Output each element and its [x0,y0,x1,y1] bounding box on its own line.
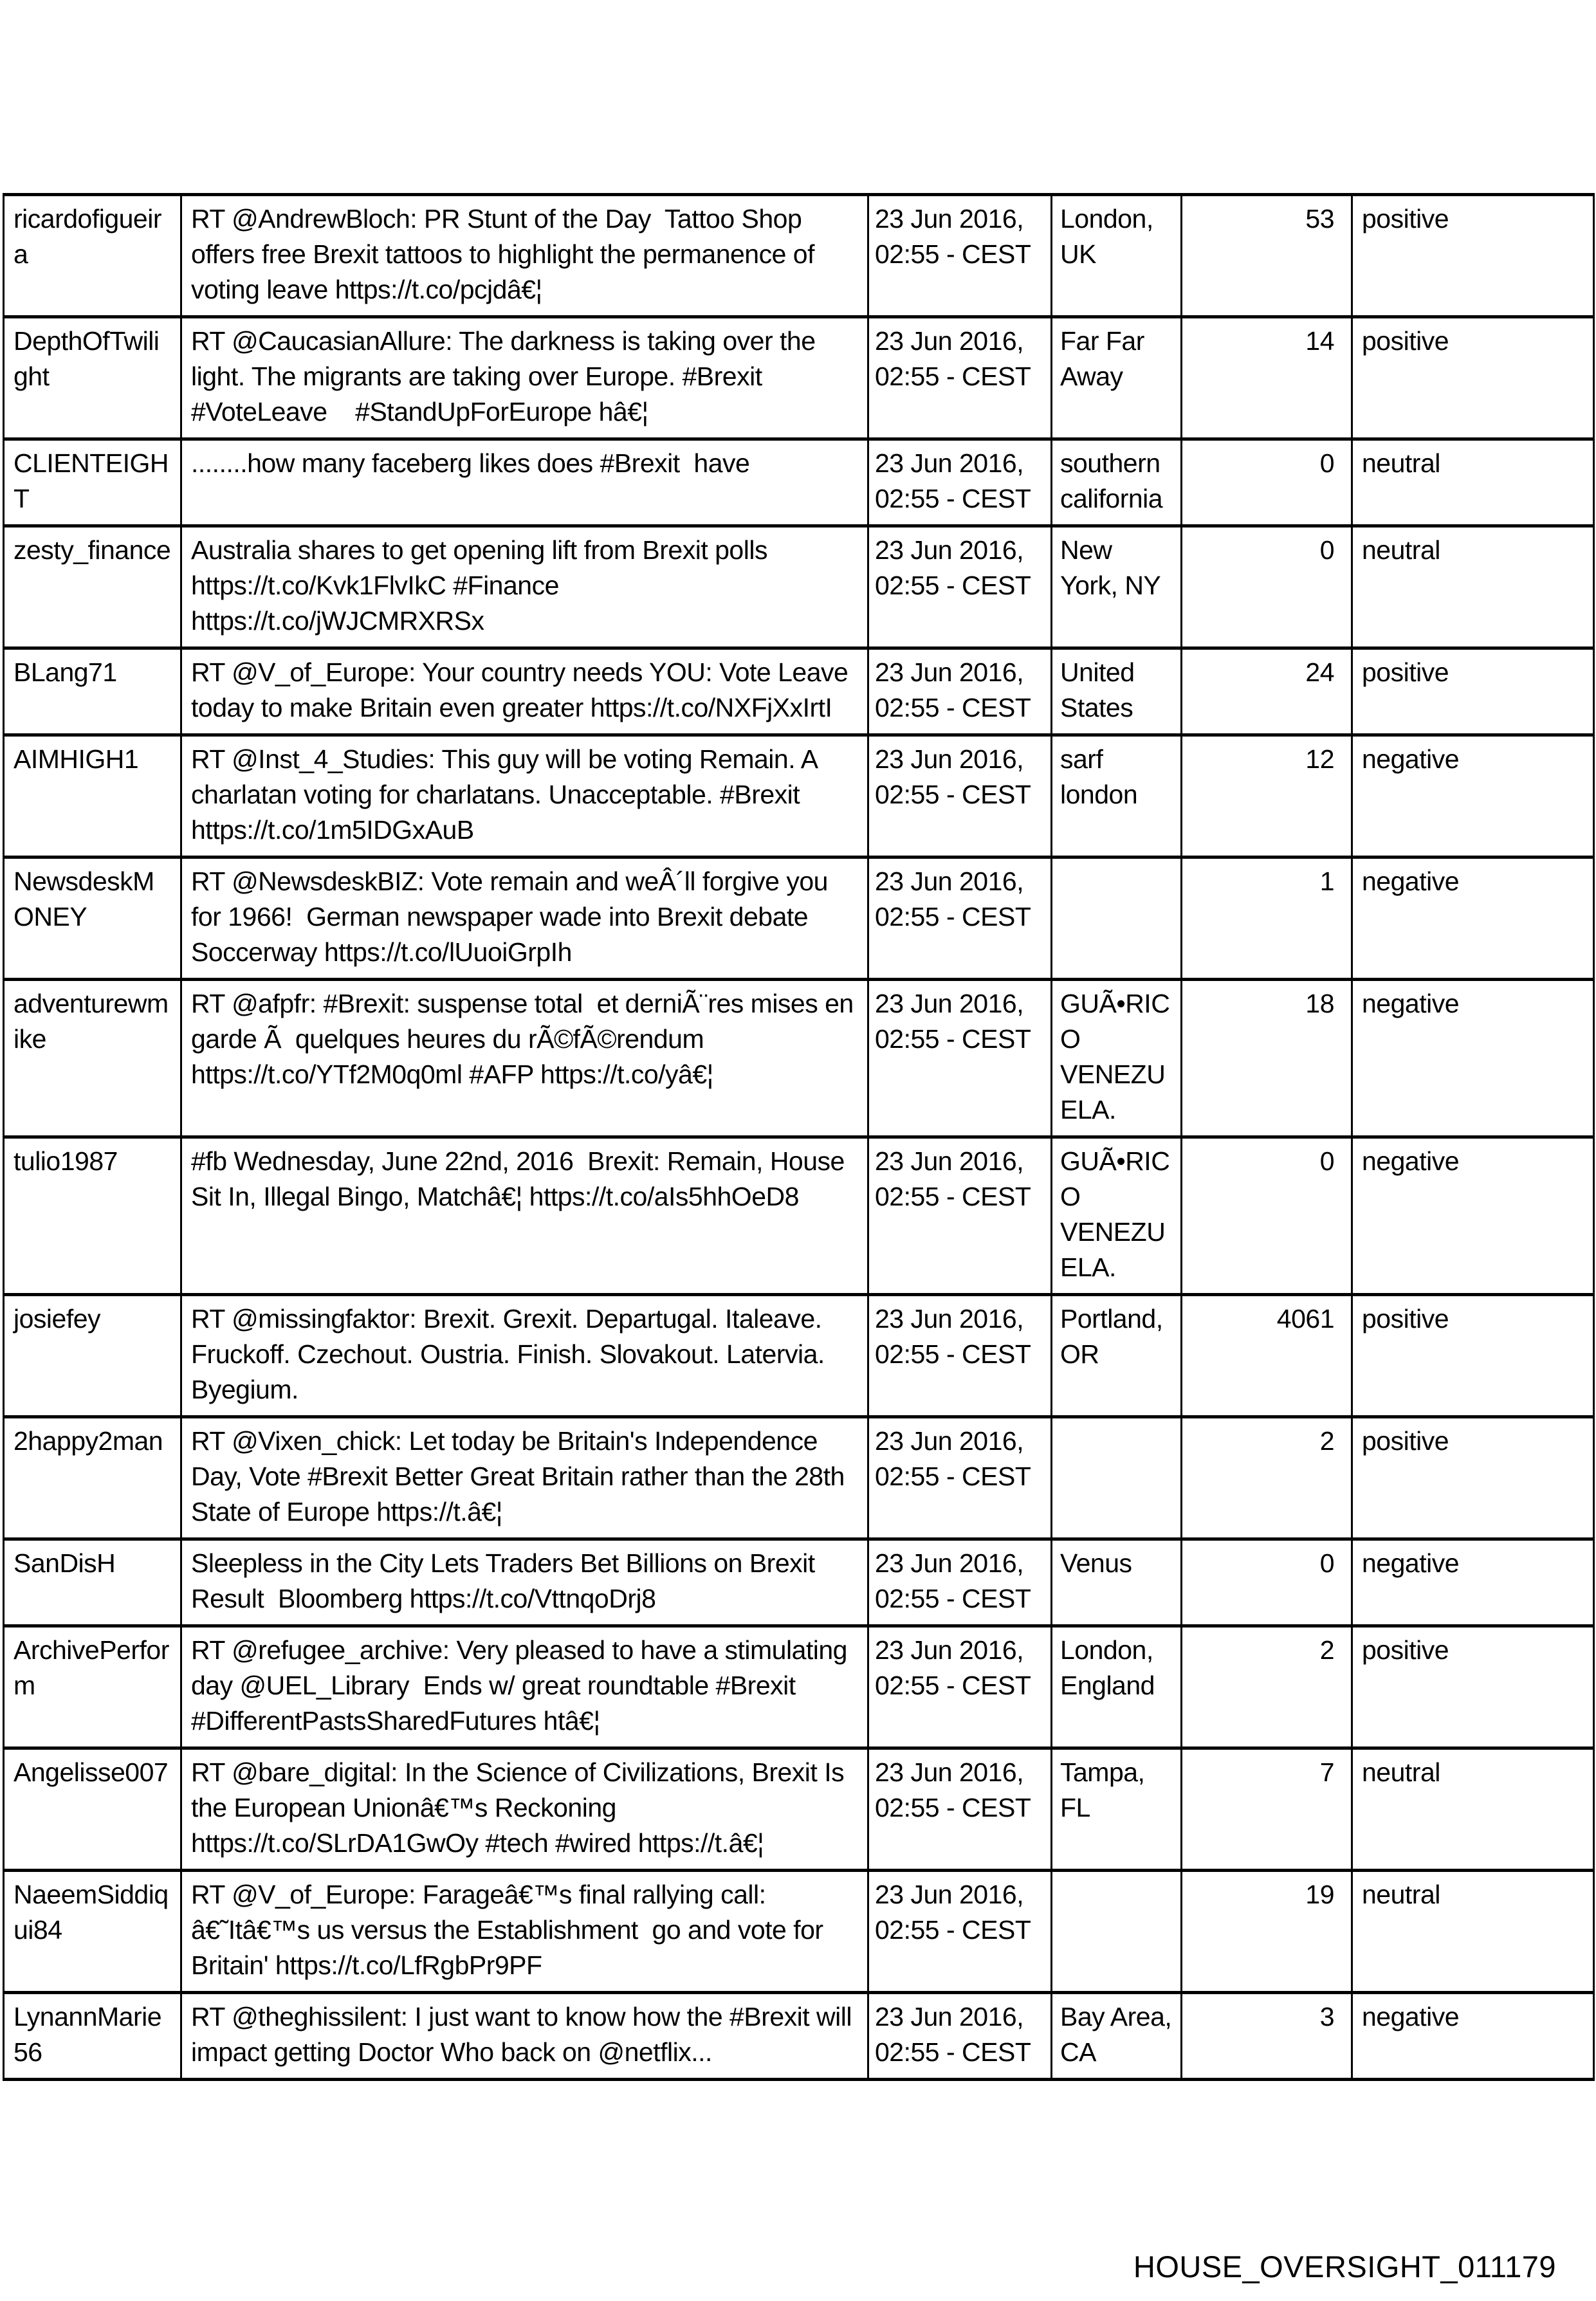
table-row [4,1748,1594,1871]
table-row [4,648,1594,735]
datetime-cell: 23 Jun 2016, 02:55 - CEST [868,1993,1052,2080]
sentiment-cell: negative [1352,1137,1594,1295]
tweet-text-cell: RT @theghissilent: I just want to know how the #Brexit will impact getting Doctor Who back on @netflix... [181,1993,868,2080]
location-cell: GUÃ•RICO VENEZUELA. [1052,1137,1182,1295]
location-cell [1052,1417,1182,1539]
location-cell: New York, NY [1052,526,1182,648]
sentiment-cell: negative [1352,1993,1594,2080]
tweet-text-cell: RT @NewsdeskBIZ: Vote remain and weÂ´ll forgive you for 1966! German newspaper wade into Brexit debate Soccerway https://t.co/lUuoiGrpIh [181,857,868,980]
location-cell: United States [1052,648,1182,735]
datetime-cell: 23 Jun 2016, 02:55 - CEST [868,195,1052,317]
datetime-cell: 23 Jun 2016, 02:55 - CEST [868,1295,1052,1417]
retweet-count-cell: 1 [1182,857,1352,980]
document-id-stamp: HOUSE_OVERSIGHT_011179 [1133,2250,1556,2284]
username-cell: josiefey [4,1295,181,1417]
location-cell: sarf london [1052,735,1182,857]
table-row [4,317,1594,439]
retweet-count-cell: 53 [1182,195,1352,317]
datetime-cell: 23 Jun 2016, 02:55 - CEST [868,980,1052,1137]
table-row [4,526,1594,648]
datetime-cell: 23 Jun 2016, 02:55 - CEST [868,735,1052,857]
tweet-text-cell: RT @afpfr: #Brexit: suspense total et derniÃ¨res mises en garde Ã quelques heures du rÃ©fÃ©rendum https://t.co/YTf2M0q0ml #AFP https://t.co/yâ€¦ [181,980,868,1137]
username-cell: LynannMarie56 [4,1993,181,2080]
username-cell: Angelisse007 [4,1748,181,1871]
table-row [4,1626,1594,1748]
location-cell: GUÃ•RICO VENEZUELA. [1052,980,1182,1137]
table-row [4,1871,1594,1993]
username-cell: CLIENTEIGHT [4,439,181,526]
tweet-text-cell: RT @V_of_Europe: Your country needs YOU: Vote Leave today to make Britain even greater https://t.co/NXFjXxIrtI [181,648,868,735]
datetime-cell: 23 Jun 2016, 02:55 - CEST [868,857,1052,980]
retweet-count-cell: 0 [1182,1539,1352,1626]
table-row [4,1137,1594,1295]
retweet-count-cell: 14 [1182,317,1352,439]
tweet-text-cell: RT @Inst_4_Studies: This guy will be voting Remain. A charlatan voting for charlatans. Unacceptable. #Brexit https://t.co/1m5IDGxAuB [181,735,868,857]
retweet-count-cell: 18 [1182,980,1352,1137]
table-row [4,980,1594,1137]
username-cell: NewsdeskMONEY [4,857,181,980]
retweet-count-cell: 0 [1182,1137,1352,1295]
username-cell: NaeemSiddiqui84 [4,1871,181,1993]
username-cell: DepthOfTwilight [4,317,181,439]
tweet-text-cell: RT @CaucasianAllure: The darkness is taking over the light. The migrants are taking over Europe. #Brexit #VoteLeave #StandUpForEurope hâ€¦ [181,317,868,439]
username-cell: ricardofigueira [4,195,181,317]
datetime-cell: 23 Jun 2016, 02:55 - CEST [868,1137,1052,1295]
datetime-cell: 23 Jun 2016, 02:55 - CEST [868,1539,1052,1626]
tweet-text-cell: Sleepless in the City Lets Traders Bet Billions on Brexit Result Bloomberg https://t.co/VttnqoDrj8 [181,1539,868,1626]
username-cell: zesty_finance [4,526,181,648]
retweet-count-cell: 24 [1182,648,1352,735]
retweet-count-cell: 2 [1182,1626,1352,1748]
table-row [4,1417,1594,1539]
location-cell: London, UK [1052,195,1182,317]
sentiment-cell: positive [1352,1295,1594,1417]
datetime-cell: 23 Jun 2016, 02:55 - CEST [868,317,1052,439]
tweet-text-cell: #fb Wednesday, June 22nd, 2016 Brexit: Remain, House Sit In, Illegal Bingo, Matchâ€¦ https://t.co/aIs5hhOeD8 [181,1137,868,1295]
sentiment-cell: positive [1352,1626,1594,1748]
tweet-text-cell: RT @bare_digital: In the Science of Civilizations, Brexit Is the European Unionâ€™s Reckoning https://t.co/SLrDA1GwOy #tech #wired https://t.â€¦ [181,1748,868,1871]
datetime-cell: 23 Jun 2016, 02:55 - CEST [868,1626,1052,1748]
location-cell [1052,1871,1182,1993]
sentiment-cell: negative [1352,857,1594,980]
location-cell: Venus [1052,1539,1182,1626]
tweet-table-body [4,195,1594,2080]
sentiment-cell: neutral [1352,439,1594,526]
tweet-text-cell: RT @missingfaktor: Brexit. Grexit. Departugal. Italeave. Fruckoff. Czechout. Oustria. Finish. Slovakout. Latervia. Byegium. [181,1295,868,1417]
retweet-count-cell: 7 [1182,1748,1352,1871]
retweet-count-cell: 4061 [1182,1295,1352,1417]
sentiment-cell: neutral [1352,1871,1594,1993]
sentiment-cell: positive [1352,195,1594,317]
datetime-cell: 23 Jun 2016, 02:55 - CEST [868,1748,1052,1871]
sentiment-cell: positive [1352,317,1594,439]
username-cell: adventurewmike [4,980,181,1137]
sentiment-cell: neutral [1352,526,1594,648]
table-row [4,735,1594,857]
sentiment-cell: negative [1352,980,1594,1137]
username-cell: SanDisH [4,1539,181,1626]
tweet-text-cell: RT @refugee_archive: Very pleased to have a stimulating day @UEL_Library Ends w/ great roundtable #Brexit #DifferentPastsSharedFutures htâ€¦ [181,1626,868,1748]
tweet-text-cell: Australia shares to get opening lift from Brexit polls https://t.co/Kvk1FlvIkC #Finance https://t.co/jWJCMRXRSx [181,526,868,648]
sentiment-cell: neutral [1352,1748,1594,1871]
username-cell: tulio1987 [4,1137,181,1295]
location-cell: southern california [1052,439,1182,526]
sentiment-cell: positive [1352,648,1594,735]
location-cell: Far Far Away [1052,317,1182,439]
datetime-cell: 23 Jun 2016, 02:55 - CEST [868,648,1052,735]
sentiment-cell: negative [1352,1539,1594,1626]
tweet-text-cell: RT @AndrewBloch: PR Stunt of the Day Tattoo Shop offers free Brexit tattoos to highlight the permanence of voting leave https://t.co/pcjdâ€¦ [181,195,868,317]
table-row [4,1993,1594,2080]
username-cell: AIMHIGH1 [4,735,181,857]
location-cell: Bay Area, CA [1052,1993,1182,2080]
retweet-count-cell: 2 [1182,1417,1352,1539]
table-row [4,195,1594,317]
tweets-table [3,193,1595,2081]
table-row [4,1539,1594,1626]
table-row [4,857,1594,980]
datetime-cell: 23 Jun 2016, 02:55 - CEST [868,526,1052,648]
location-cell [1052,857,1182,980]
tweet-text-cell: ........how many faceberg likes does #Brexit have [181,439,868,526]
datetime-cell: 23 Jun 2016, 02:55 - CEST [868,1417,1052,1539]
retweet-count-cell: 12 [1182,735,1352,857]
datetime-cell: 23 Jun 2016, 02:55 - CEST [868,1871,1052,1993]
tweet-text-cell: RT @V_of_Europe: Farageâ€™s final rallying call: â€˜Itâ€™s us versus the Establishment go and vote for Britain' https://t.co/LfRgbPr9PF [181,1871,868,1993]
retweet-count-cell: 3 [1182,1993,1352,2080]
location-cell: London, England [1052,1626,1182,1748]
retweet-count-cell: 0 [1182,526,1352,648]
username-cell: BLang71 [4,648,181,735]
table-row [4,1295,1594,1417]
location-cell: Portland, OR [1052,1295,1182,1417]
username-cell: 2happy2man [4,1417,181,1539]
datetime-cell: 23 Jun 2016, 02:55 - CEST [868,439,1052,526]
retweet-count-cell: 0 [1182,439,1352,526]
retweet-count-cell: 19 [1182,1871,1352,1993]
sentiment-cell: positive [1352,1417,1594,1539]
username-cell: ArchivePerform [4,1626,181,1748]
tweet-text-cell: RT @Vixen_chick: Let today be Britain's Independence Day, Vote #Brexit Better Great Britain rather than the 28th State of Europe https://t.â€¦ [181,1417,868,1539]
sentiment-cell: negative [1352,735,1594,857]
location-cell: Tampa, FL [1052,1748,1182,1871]
table-row [4,439,1594,526]
